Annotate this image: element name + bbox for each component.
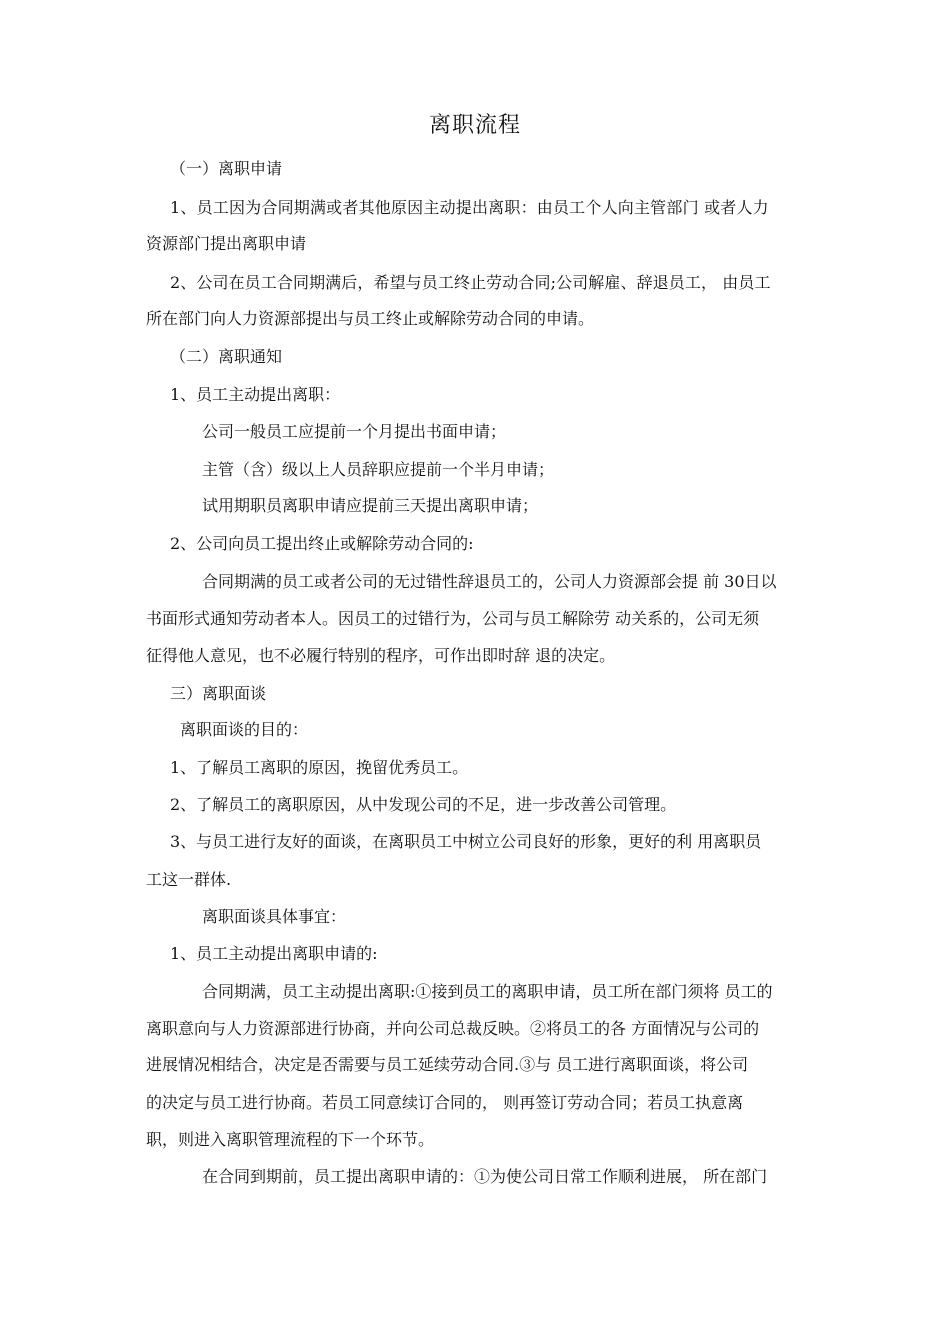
paragraph-line: 合同期满的员工或者公司的无过错性辞退员工的，公司人力资源部会提 前 30日以: [202, 572, 777, 591]
paragraph-line: 1、了解员工离职的原因，挽留优秀员工。: [170, 758, 469, 777]
paragraph-line: 主管（含）级以上人员辞职应提前一个半月申请；: [202, 460, 555, 479]
paragraph-line: 的决定与员工进行协商。若员工同意续订合同的， 则再签订劳动合同；若员工执意离: [146, 1093, 744, 1112]
paragraph-line: 2、公司向员工提出终止或解除劳动合同的:: [170, 534, 474, 553]
paragraph-line: 2、了解员工的离职原因，从中发现公司的不足，进一步改善公司管理。: [170, 795, 677, 814]
paragraph-line: 进展情况相结合，决定是否需要与员工延续劳动合同.③与 员工进行离职面谈，将公司: [146, 1055, 749, 1074]
paragraph-line: 1、员工主动提出离职申请的:: [170, 944, 378, 963]
paragraph-line: 征得他人意见，也不必履行特别的程序，可作出即时辞 退的决定。: [146, 646, 616, 665]
paragraph-line: 资源部门提出离职申请: [146, 234, 307, 253]
paragraph-line: 2、公司在员工合同期满后，希望与员工终止劳动合同;公司解雇、辞退员工， 由员工: [170, 273, 771, 292]
paragraph-line: 所在部门向人力资源部提出与员工终止或解除劳动合同的申请。: [146, 309, 595, 328]
paragraph-line: 试用期职员离职申请应提前三天提出离职申请；: [202, 496, 539, 515]
document-title: 离职流程: [428, 113, 521, 138]
paragraph-line: 3、与员工进行友好的面谈，在离职员工中树立公司良好的形象，更好的利 用离职员: [170, 832, 762, 851]
paragraph-line: 合同期满，员工主动提出离职:①接到员工的离职申请，员工所在部门须将 员工的: [202, 982, 773, 1001]
paragraph-line: 离职面谈具体事宜：: [202, 907, 347, 926]
paragraph-line: 1、员工因为合同期满或者其他原因主动提出离职：由员工个人向主管部门 或者人力: [170, 198, 769, 217]
paragraph-line: 书面形式通知劳动者本人。因员工的过错行为，公司与员工解除劳 动关系的，公司无须: [146, 609, 760, 628]
section-heading-exit-interview: 三）离职面谈: [170, 684, 267, 703]
paragraph-line: 公司一般员工应提前一个月提出书面申请；: [202, 422, 507, 441]
paragraph-line: 在合同到期前，员工提出离职申请的：①为使公司日常工作顺利进展， 所在部门: [202, 1167, 768, 1186]
paragraph-line: 职，则进入离职管理流程的下一个环节。: [146, 1130, 435, 1149]
paragraph-line: 1、员工主动提出离职：: [170, 385, 341, 404]
paragraph-line: 工这一群体.: [146, 870, 232, 889]
section-heading-resignation-application: （一）离职申请: [170, 159, 283, 178]
paragraph-line: 离职面谈的目的：: [180, 720, 309, 739]
paragraph-line: 离职意向与人力资源部进行协商，并向公司总裁反映。②将员工的各 方面情况与公司的: [146, 1019, 760, 1038]
section-heading-resignation-notice: （二）离职通知: [170, 347, 283, 366]
